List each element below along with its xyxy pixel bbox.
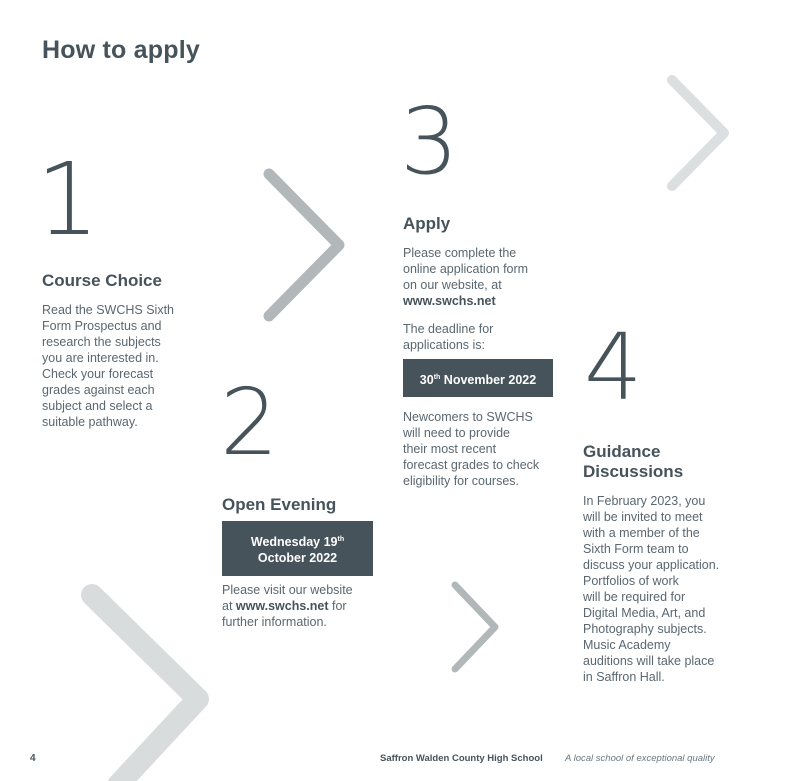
step-4-line: Music Academy	[583, 638, 671, 652]
open-evening-date-line2: October 2022	[257, 551, 338, 565]
open-evening-date-box	[222, 521, 373, 576]
chevron-lower-middle-icon	[445, 575, 510, 680]
step-4-line: Photography subjects.	[583, 622, 707, 636]
step-3-deadline	[403, 321, 568, 353]
step-1-title: Course Choice	[42, 271, 162, 290]
step-2-description	[222, 582, 382, 630]
step-2-line: further information.	[222, 615, 327, 629]
step-4-line: will be required for	[583, 590, 686, 604]
step-3-newcomers	[403, 409, 568, 489]
step-4-description	[583, 493, 748, 685]
step-1-line: subject and select a	[42, 399, 153, 413]
step-1-number: 1	[36, 141, 100, 258]
website-link[interactable]: www.swchs.net	[403, 294, 496, 308]
newcomers-line: eligibility for courses.	[403, 474, 520, 488]
step-3-line: online application form	[403, 262, 529, 276]
step-3-number: 3	[400, 88, 459, 195]
newcomers-line: Newcomers to SWCHS	[403, 410, 533, 424]
newcomers-line: their most recent	[403, 442, 497, 456]
deadline-line: applications is:	[403, 338, 485, 352]
deadline-line: The deadline for	[403, 322, 494, 336]
step-3-description	[403, 245, 568, 309]
chevron-bottom-left-icon	[70, 575, 230, 781]
step-4-title: Guidance Discussions	[583, 442, 684, 481]
chevron-top-right-icon	[660, 70, 740, 200]
footer-page-number: 4	[30, 753, 36, 764]
step-2-number: 2	[220, 369, 279, 476]
step-1-line: grades against each	[42, 383, 155, 397]
step-4-number: 4	[584, 314, 643, 421]
step-4-line: Portfolios of work	[583, 574, 679, 588]
step-1-line: you are interested in.	[42, 351, 159, 365]
step-3-title: Apply	[403, 214, 451, 233]
step-1-line: suitable pathway.	[42, 415, 138, 429]
step-2-line: Please visit our website	[222, 583, 353, 597]
newcomers-line: will need to provide	[403, 426, 511, 440]
step-1-line: research the subjects	[42, 335, 161, 349]
step-1-description	[42, 302, 202, 430]
footer-school-name: Saffron Walden County High School	[380, 753, 543, 764]
step-3-line: Please complete the	[403, 246, 517, 260]
deadline-date-box: 30th November 2022	[403, 359, 553, 397]
step-4-line: Digital Media, Art, and	[583, 606, 706, 620]
step-4-line: with a member of the	[583, 526, 700, 540]
step-1-line: Check your forecast	[42, 367, 154, 381]
step-2-line-link: at www.swchs.net for	[222, 599, 347, 613]
website-link[interactable]: www.swchs.net	[235, 599, 329, 613]
footer-tagline: A local school of exceptional quality	[565, 753, 715, 764]
step-4-line: in Saffron Hall.	[583, 670, 665, 684]
page-title: How to apply	[42, 36, 200, 64]
step-1-line: Read the SWCHS Sixth	[42, 303, 174, 317]
step-4-line: Sixth Form team to	[583, 542, 689, 556]
step-4-line: In February 2023, you	[583, 494, 706, 508]
step-4-line: will be invited to meet	[583, 510, 703, 524]
open-evening-date-line1: Wednesday 19th	[250, 535, 345, 549]
step-4-line: discuss your application.	[583, 558, 720, 572]
newcomers-line: forecast grades to check	[403, 458, 540, 472]
chevron-middle-icon	[255, 160, 360, 330]
step-2-title: Open Evening	[222, 495, 337, 514]
step-1-line: Form Prospectus and	[42, 319, 162, 333]
step-4-line: auditions will take place	[583, 654, 715, 668]
step-3-line: on our website, at	[403, 278, 502, 292]
